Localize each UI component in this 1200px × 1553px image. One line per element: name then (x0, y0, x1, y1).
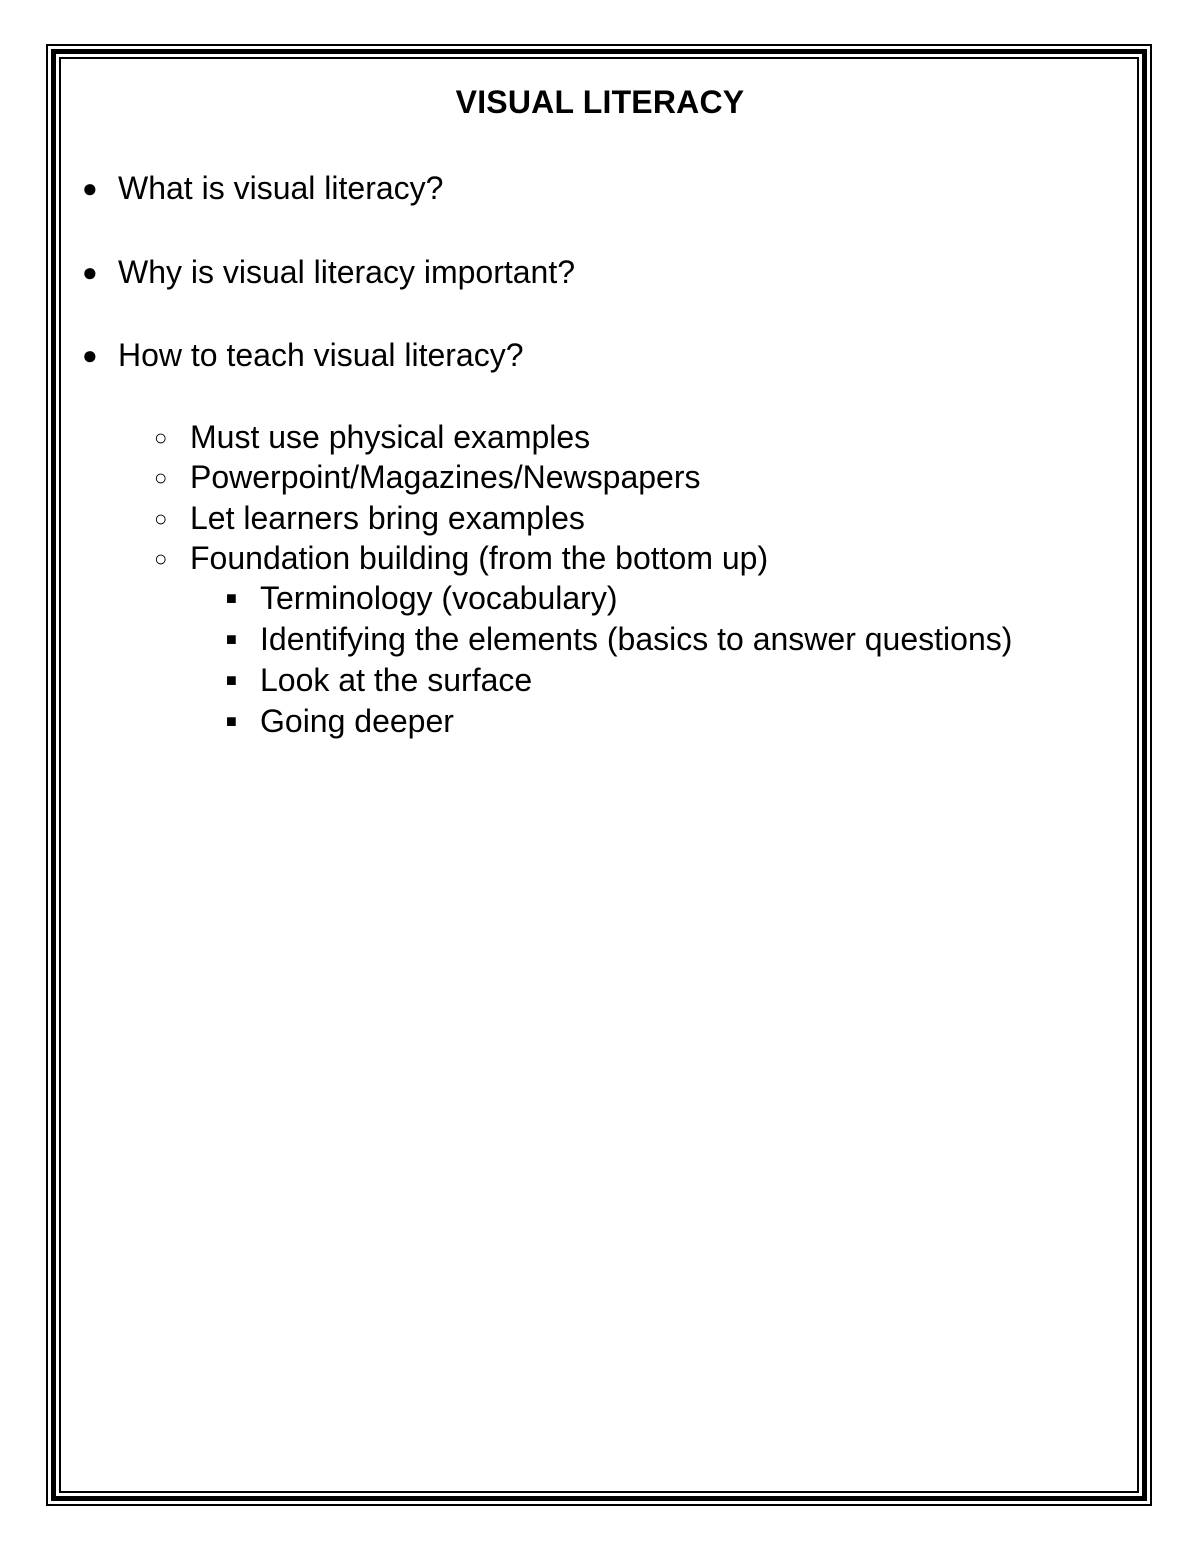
question-text: Why is visual literacy important? (118, 254, 576, 290)
how-to-item (154, 498, 585, 540)
question-item (82, 252, 575, 292)
how-to-text: Powerpoint/Magazines/Newspapers (190, 459, 701, 495)
bullet-square-icon: ■ (226, 670, 237, 690)
how-to-item (154, 457, 700, 499)
foundation-text: Terminology (vocabulary) (260, 580, 618, 616)
foundation-text: Going deeper (260, 703, 454, 739)
bullet-circle-icon: ○ (154, 546, 168, 571)
foundation-item (226, 578, 617, 618)
foundation-item (226, 619, 1012, 659)
question-item (82, 335, 524, 375)
question-item (82, 168, 443, 208)
foundation-text: Identifying the elements (basics to answer questions) (260, 621, 1013, 657)
foundation-item (226, 701, 454, 741)
bullet-dot-icon: ● (82, 257, 98, 287)
bullet-circle-icon: ○ (154, 465, 168, 490)
how-to-item (154, 538, 768, 580)
question-text: How to teach visual literacy? (118, 337, 524, 373)
bullet-dot-icon: ● (82, 340, 98, 370)
how-to-item (154, 417, 590, 459)
bullet-square-icon: ■ (226, 711, 237, 731)
bullet-circle-icon: ○ (154, 506, 168, 531)
how-to-text: Foundation building (from the bottom up) (190, 540, 769, 576)
bullet-circle-icon: ○ (154, 425, 168, 450)
bullet-square-icon: ■ (226, 629, 237, 649)
how-to-text: Must use physical examples (190, 419, 591, 455)
foundation-text: Look at the surface (260, 662, 533, 698)
bullet-square-icon: ■ (226, 588, 237, 608)
question-text: What is visual literacy? (118, 170, 444, 206)
foundation-item (226, 660, 532, 700)
how-to-text: Let learners bring examples (190, 500, 585, 536)
bullet-dot-icon: ● (82, 173, 98, 203)
document-title: VISUAL LITERACY (455, 84, 745, 120)
